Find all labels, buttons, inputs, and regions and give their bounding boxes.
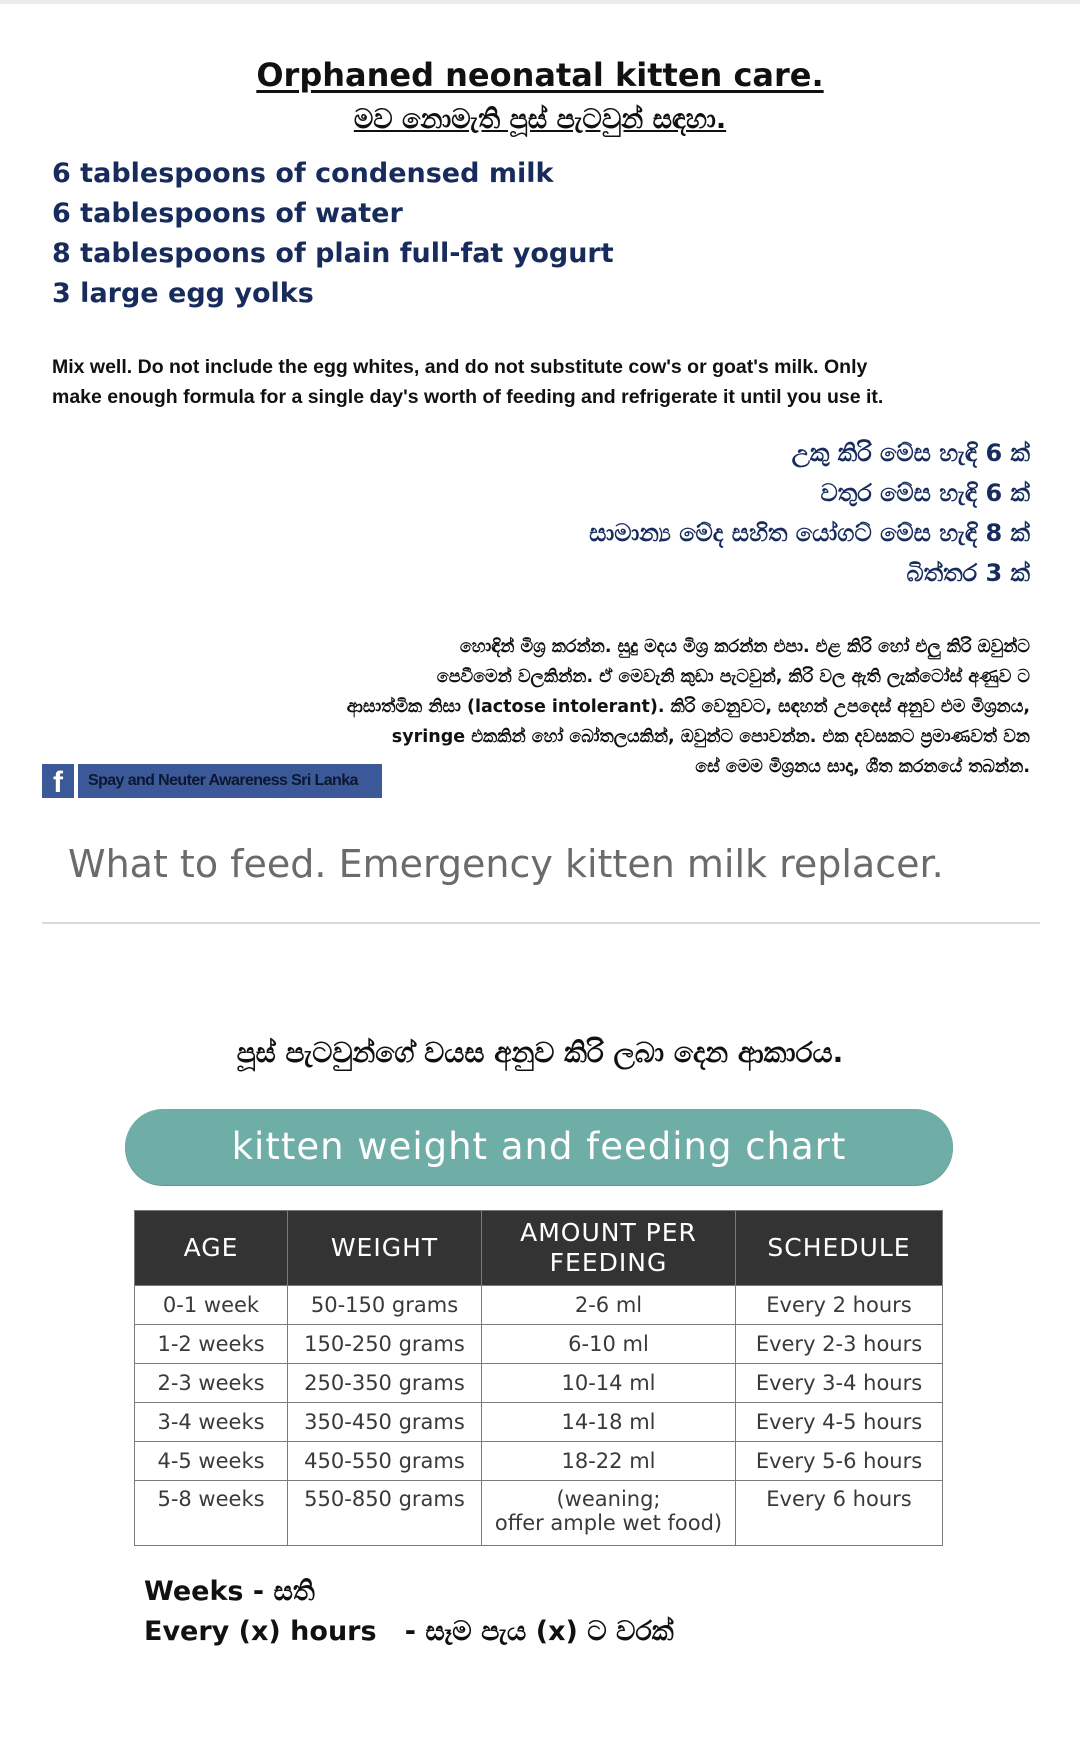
column-header-schedule: SCHEDULE [736, 1211, 943, 1286]
image-caption: What to feed. Emergency kitten milk replacer. [68, 842, 944, 886]
legend-line: Every (x) hours - සෑම පැය (x) ට වරක් [144, 1616, 674, 1647]
cell-schedule: Every 2 hours [736, 1286, 943, 1325]
recipe-image [0, 6, 1080, 806]
cell-schedule: Every 2-3 hours [736, 1325, 943, 1364]
facebook-icon: f [42, 764, 74, 798]
column-header-weight: WEIGHT [288, 1211, 482, 1286]
instructions-english: Mix well. Do not include the egg whites, and do not substitute cow's or goat's milk. Only make enough formula for a single day's worth of feeding and refrigerate it until you use it. [52, 356, 884, 408]
instructions-sinhala-line: ආසාත්මික නිසා (lactose intolerant). කිරි වෙනුවට, සඳහන් උපදෙස් අනුව එම මිශ්‍රනය, [346, 697, 1030, 717]
ingredient-item: 6 tablespoons of condensed milk [52, 158, 554, 189]
ingredient-item-sinhala: සාමාන්‍ය මේද සහිත යෝගට් මේස හැඳි 8 ක් [589, 519, 1030, 547]
ingredient-list-english [52, 154, 614, 314]
feeding-legend [144, 1572, 674, 1652]
legend-line: Weeks - සති [144, 1576, 315, 1607]
ingredient-item-sinhala: වතුර මේස හැඳි 6 ක් [820, 479, 1030, 507]
cell-amount: 2-6 ml [482, 1286, 736, 1325]
table-row [135, 1325, 943, 1364]
table-row [135, 1364, 943, 1403]
cell-schedule: Every 3-4 hours [736, 1364, 943, 1403]
table-row [135, 1481, 943, 1546]
cell-age: 5-8 weeks [135, 1481, 288, 1546]
cell-weight: 450-550 grams [288, 1442, 482, 1481]
cell-schedule: Every 5-6 hours [736, 1442, 943, 1481]
ingredient-item: 3 large egg yolks [52, 278, 314, 309]
feeding-chart-title-sinhala: පූස් පැටවුන්ගේ වයස අනුව කිරි ලබා දෙන ආකාරය. [236, 1036, 844, 1069]
cell-age: 2-3 weeks [135, 1364, 288, 1403]
instructions-sinhala-line: syringe එකකින් හෝ බෝතලයකින්, ඔවුන්ට පොවන්න. එක දවසකට ප්‍රමාණවත් වන [391, 727, 1030, 747]
cell-schedule: Every 6 hours [736, 1481, 943, 1546]
table-row [135, 1442, 943, 1481]
cell-amount: 14-18 ml [482, 1403, 736, 1442]
cell-weight: 50-150 grams [288, 1286, 482, 1325]
table-header-row [135, 1211, 943, 1286]
instructions-sinhala [150, 632, 1030, 782]
cell-age: 1-2 weeks [135, 1325, 288, 1364]
ingredient-item-sinhala: උකු කිරි මේස හැඳි 6 ක් [791, 439, 1030, 467]
cell-weight: 350-450 grams [288, 1403, 482, 1442]
instructions-sinhala-line: සේ මෙම මිශ්‍රනය සාදා, ශීත කරනයේ තබන්න. [695, 757, 1030, 777]
recipe-title: Orphaned neonatal kitten care. [256, 56, 824, 94]
cell-schedule: Every 4-5 hours [736, 1403, 943, 1442]
ingredient-list-sinhala [589, 433, 1030, 593]
recipe-title-sinhala: මව නොමැති පූස් පැටවුන් සඳහා. [353, 104, 727, 135]
cell-age: 4-5 weeks [135, 1442, 288, 1481]
column-header-amount [482, 1211, 736, 1286]
ingredient-item: 6 tablespoons of water [52, 198, 403, 229]
column-header-age: AGE [135, 1211, 288, 1286]
cell-age: 3-4 weeks [135, 1403, 288, 1442]
table-row [135, 1403, 943, 1442]
cell-amount: 6-10 ml [482, 1325, 736, 1364]
top-bar [0, 0, 1080, 4]
instructions-sinhala-line: හොඳින් මිශ්‍ර කරන්න. සුදු මදය මිශ්‍ර කරන්න එපා. එළ කිරි හෝ එලු කිරි ඔවුන්ට [459, 637, 1030, 657]
facebook-page-badge[interactable] [42, 764, 382, 798]
feeding-chart-title: kitten weight and feeding chart [125, 1109, 953, 1185]
table-row [135, 1286, 943, 1325]
cell-amount: 10-14 ml [482, 1364, 736, 1403]
ingredient-item-sinhala: බිත්තර 3 ක් [906, 559, 1030, 587]
cell-amount: 18-22 ml [482, 1442, 736, 1481]
cell-amount: (weaning; offer ample wet food) [482, 1481, 736, 1546]
column-header-amount-label: AMOUNT PER FEEDING [520, 1218, 697, 1277]
cell-weight: 250-350 grams [288, 1364, 482, 1403]
cell-age: 0-1 week [135, 1286, 288, 1325]
divider [42, 922, 1040, 924]
feeding-table [134, 1210, 943, 1546]
cell-weight: 550-850 grams [288, 1481, 482, 1546]
instructions-sinhala-line: පෙවීමෙන් වලකින්න. ඒ මෙවැනි කුඩා පැටවුන්, කිරි වල ඇති ලැක්ටෝස් අණුව ට [436, 667, 1030, 687]
ingredient-item: 8 tablespoons of plain full-fat yogurt [52, 238, 614, 269]
facebook-page-name: Spay and Neuter Awareness Sri Lanka [78, 764, 382, 798]
cell-weight: 150-250 grams [288, 1325, 482, 1364]
